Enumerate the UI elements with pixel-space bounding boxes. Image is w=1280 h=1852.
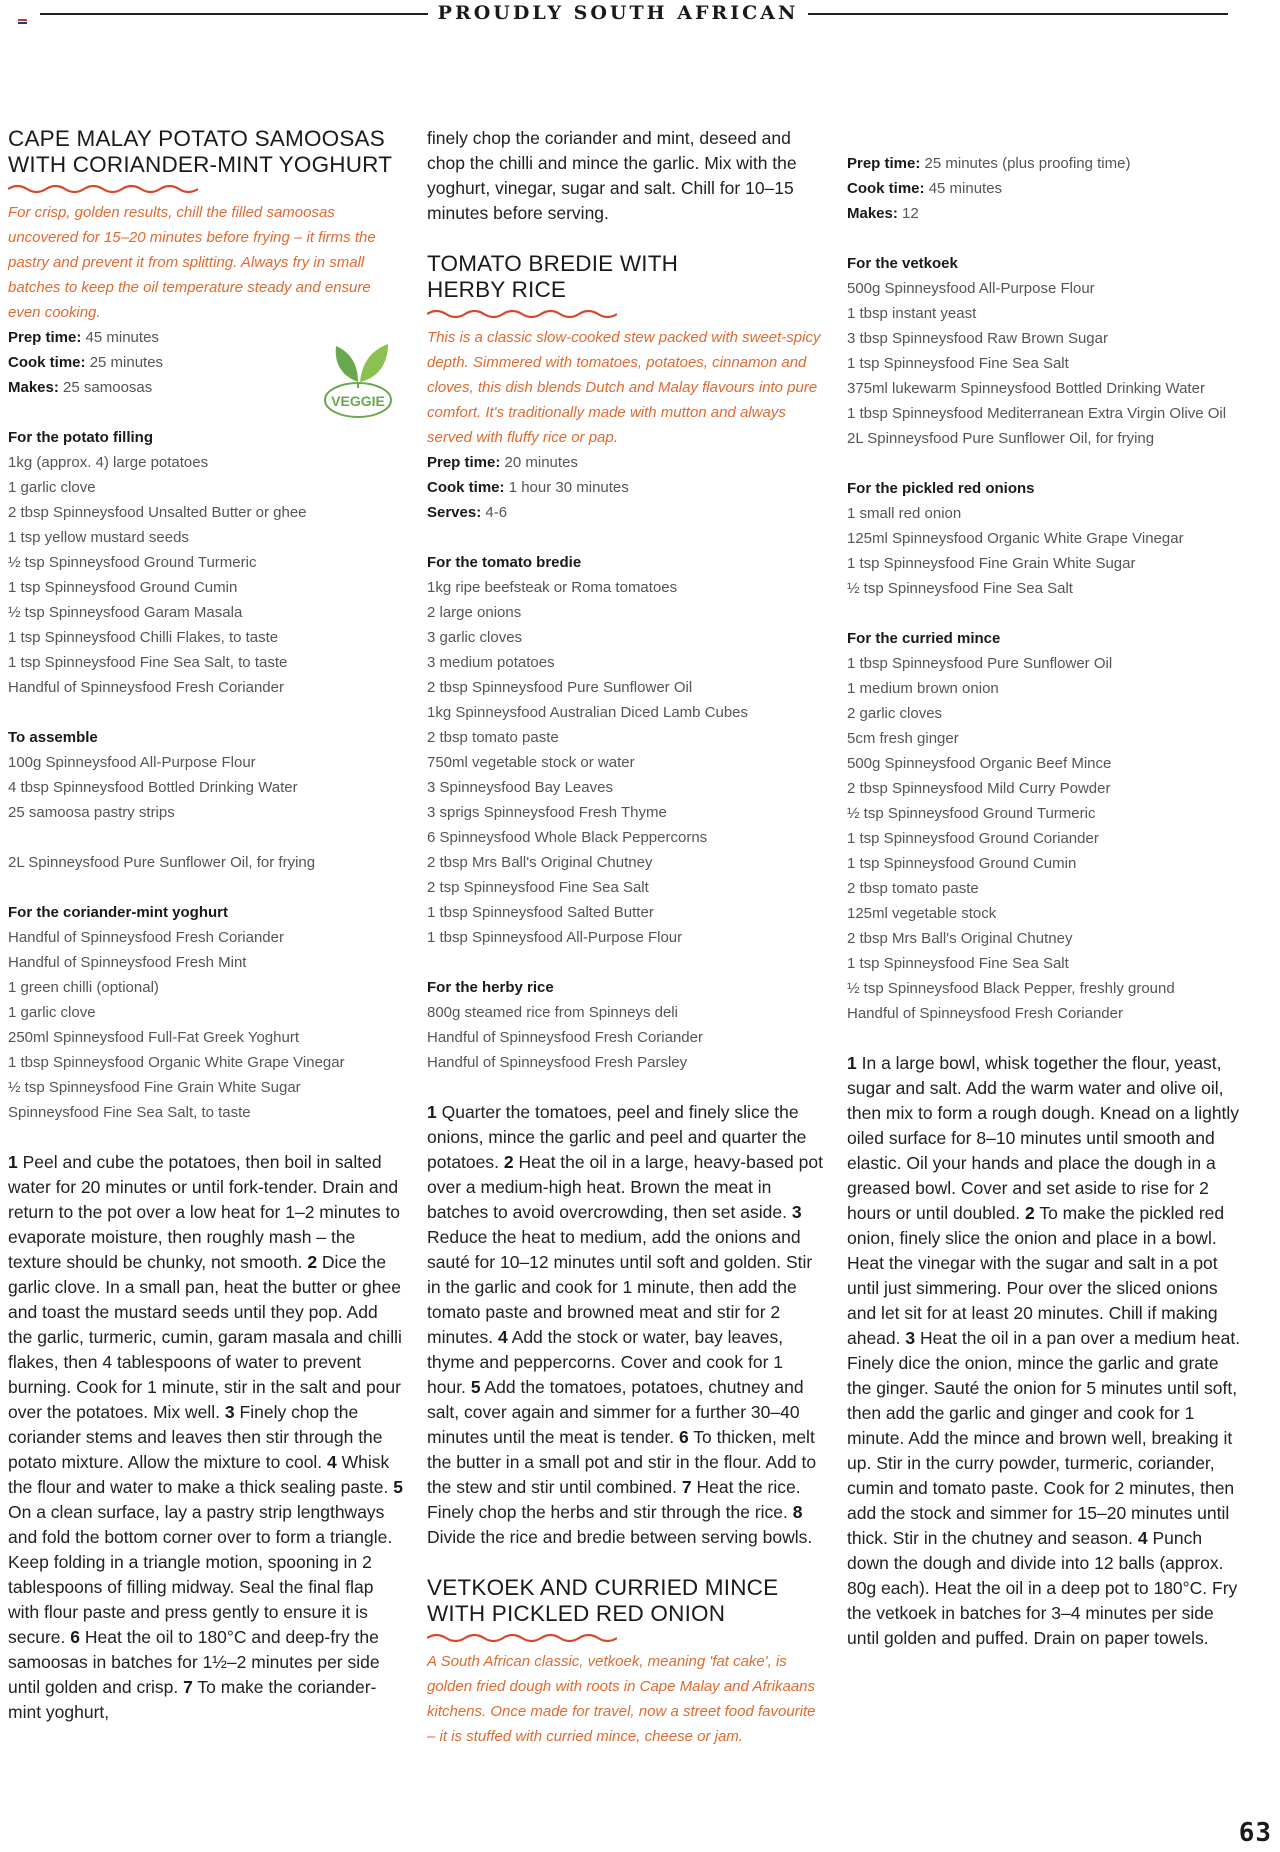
- step-number: 1: [847, 1053, 857, 1073]
- prep-time: [427, 450, 825, 475]
- ingredient-item: 25 samoosa pastry strips: [8, 804, 175, 821]
- recipe-title-vetkoek: [427, 1575, 825, 1627]
- ingredient-item: Handful of Spinneysfood Fresh Coriander: [847, 1005, 1123, 1022]
- ingredient-item: 2 tbsp tomato paste: [427, 729, 559, 746]
- ingredient-item: 500g Spinneysfood All-Purpose Flour: [847, 280, 1095, 297]
- ingredient-item: 2 tbsp tomato paste: [847, 880, 979, 897]
- ingredient-item: 750ml vegetable stock or water: [427, 754, 635, 771]
- step-number: 6: [70, 1627, 80, 1647]
- ingredient-item: 1 tsp Spinneysfood Fine Sea Salt: [847, 955, 1069, 972]
- ingredient-item: 2 garlic cloves: [847, 705, 943, 722]
- section-heading: For the curried mince: [847, 630, 1001, 647]
- cook-time: [847, 176, 1245, 201]
- wave-divider: [8, 183, 198, 195]
- meta-label: Serves:: [427, 504, 482, 521]
- ingredient-item: Handful of Spinneysfood Fresh Coriander: [427, 1029, 703, 1046]
- meta-label: Cook time:: [427, 479, 505, 496]
- recipe-intro: For crisp, golden results, chill the filled samoosas uncovered for 15–20 minutes before frying – it firms the pastry and prevent it from splitting. Always fry in small batches to keep the oil temperature steady and ensure even cooking.: [8, 204, 376, 321]
- ingredient-item: Handful of Spinneysfood Fresh Coriander: [8, 679, 284, 696]
- step-number: 1: [8, 1152, 18, 1172]
- page-number: 63: [1238, 1818, 1272, 1848]
- step-number: 2: [503, 1152, 514, 1172]
- step-text: Add the stock or water, bay leaves, thyme and peppercorns. Cover and cook for 1 hour.: [427, 1327, 784, 1397]
- title-line: WITH CORIANDER-MINT YOGHURT: [8, 152, 393, 177]
- ingredient-list: [847, 501, 1245, 601]
- ingredient-item: 1 tbsp Spinneysfood All-Purpose Flour: [427, 929, 683, 946]
- veggie-badge-icon: [322, 336, 394, 422]
- meta-value: 20 minutes: [504, 454, 578, 471]
- step-number: 7: [681, 1477, 692, 1497]
- recipe-title-samoosas: [8, 126, 406, 178]
- ingredient-list: [8, 925, 406, 1125]
- intro-text: A South African classic, vetkoek, meaning 'fat cake', is golden fried dough with roots in Cape Malay and Afrikaans kitchens. Once made for travel, now a street food favourite – it is stuffed with curried mince, cheese or jam.: [427, 1653, 816, 1745]
- step-number: 2: [307, 1252, 318, 1272]
- meta-value: 25 samoosas: [63, 379, 153, 396]
- meta-value: 12: [902, 205, 919, 222]
- step-number: 4: [498, 1327, 508, 1347]
- ingredient-item: 3 sprigs Spinneysfood Fresh Thyme: [427, 804, 667, 821]
- ingredient-item: 1 garlic clove: [8, 479, 96, 496]
- section-heading: For the pickled red onions: [847, 480, 1035, 497]
- ingredient-item: 2 tbsp Spinneysfood Unsalted Butter or ghee: [8, 504, 307, 521]
- ingredient-item: ½ tsp Spinneysfood Ground Turmeric: [847, 805, 1096, 822]
- meta-label: Makes:: [847, 205, 898, 222]
- ingredient-list: [847, 276, 1245, 451]
- meta-label: Prep time:: [427, 454, 501, 471]
- ingredient-item: 2 tbsp Mrs Ball's Original Chutney: [427, 854, 653, 871]
- cook-time: [427, 475, 825, 500]
- step-text: Dice the garlic clove. In a small pan, heat the butter or ghee and toast the mustard seeds until they pop. Add the garlic, turmeric, cumin, garam masala and chilli flakes, then 4 tablespoons of water to prevent burning. Cook for 1 minute, stir in the salt and pour over the potatoes. Mix well.: [8, 1252, 402, 1422]
- meta-label: Cook time:: [847, 180, 925, 197]
- title-line: CAPE MALAY POTATO SAMOOSAS: [8, 126, 385, 151]
- wave-divider: [427, 1632, 617, 1644]
- ingredient-item: 1 tbsp Spinneysfood Salted Butter: [427, 904, 654, 921]
- step-number: 7: [183, 1677, 193, 1697]
- meta-value: 45 minutes: [85, 329, 159, 346]
- ingredient-item: Handful of Spinneysfood Fresh Coriander: [8, 929, 284, 946]
- step-text: Punch down the dough and divide into 12 balls (approx. 80g each). Heat the oil in a deep pot to 180°C. Fry the vetkoek in batches for 3–4 minutes per side until golden and puffed. Drain on paper towels.: [847, 1528, 1238, 1648]
- ingredient-item: 2 tbsp Mrs Ball's Original Chutney: [847, 930, 1073, 947]
- ingredient-item: 3 tbsp Spinneysfood Raw Brown Sugar: [847, 330, 1108, 347]
- ingredient-item: 3 garlic cloves: [427, 629, 523, 646]
- ingredient-item: 375ml lukewarm Spinneysfood Bottled Drinking Water: [847, 380, 1205, 397]
- section-heading: For the herby rice: [427, 979, 554, 996]
- step-text: Heat the rice. Finely chop the herbs and stir through the rice.: [427, 1477, 801, 1522]
- meta-value: 45 minutes: [928, 180, 1003, 197]
- ingredient-item: 1 medium brown onion: [847, 680, 999, 697]
- step-number: 4: [327, 1452, 337, 1472]
- method-text: [847, 1051, 1245, 1651]
- ingredient-item: 1 garlic clove: [8, 1004, 96, 1021]
- step-number: 3: [224, 1402, 235, 1422]
- ingredient-item: 1 small red onion: [847, 505, 962, 522]
- column-3: [847, 126, 1245, 1651]
- step-text: Quarter the tomatoes, peel and finely slice the onions, mince the garlic and peel and quarter the potatoes.: [427, 1102, 807, 1172]
- ingredient-item: 1 tsp Spinneysfood Chilli Flakes, to taste: [8, 629, 279, 646]
- ingredient-item: 4 tbsp Spinneysfood Bottled Drinking Water: [8, 779, 298, 796]
- step-number: 5: [470, 1377, 481, 1397]
- ingredient-list: [8, 450, 406, 700]
- ingredient-item: 3 Spinneysfood Bay Leaves: [427, 779, 613, 796]
- step-text: To make the pickled red onion, finely slice the onion and place in a bowl. Heat the vinegar with the sugar and salt in a pot until just simmering. Pour over the sliced onions and let sit for at least 20 minutes. Chill if making ahead.: [847, 1203, 1225, 1348]
- ingredient-item: ½ tsp Spinneysfood Black Pepper, freshly ground: [847, 980, 1175, 997]
- serves: [427, 500, 825, 525]
- step-text: Whisk the flour and water to make a thick sealing paste.: [8, 1452, 390, 1497]
- ingredient-item: 1 tbsp Spinneysfood Organic White Grape Vinegar: [8, 1054, 345, 1071]
- section-heading: To assemble: [8, 729, 98, 746]
- step-text: On a clean surface, lay a pastry strip lengthways and fold the bottom corner over to form a triangle. Keep folding in a triangle motion, spooning in 2 tablespoons of filling midway. Seal the final flap with flour paste and press gently to ensure it is secure.: [8, 1502, 393, 1647]
- step-text: Divide the rice and bredie between serving bowls.: [427, 1527, 813, 1547]
- title-line: TOMATO BREDIE WITH: [427, 251, 679, 276]
- ingredient-item: 1 tbsp Spinneysfood Pure Sunflower Oil: [847, 655, 1113, 672]
- ingredient-item: 250ml Spinneysfood Full-Fat Greek Yoghurt: [8, 1029, 299, 1046]
- step-number: 6: [678, 1427, 689, 1447]
- ingredient-item: 1 tsp Spinneysfood Ground Coriander: [847, 830, 1099, 847]
- wave-divider: [427, 308, 617, 320]
- ingredient-item: 1 tsp yellow mustard seeds: [8, 529, 189, 546]
- ingredient-item: Handful of Spinneysfood Fresh Mint: [8, 954, 247, 971]
- ingredient-item: 2 tsp Spinneysfood Fine Sea Salt: [427, 879, 649, 896]
- recipe-title-bredie: [427, 251, 825, 303]
- meta-label: Prep time:: [847, 155, 921, 172]
- ingredient-item: 5cm fresh ginger: [847, 730, 959, 747]
- ingredient-list: [847, 651, 1245, 1026]
- ingredient-list: [8, 750, 406, 875]
- ingredient-item: 1 tsp Spinneysfood Fine Sea Salt: [847, 355, 1069, 372]
- meta-label: Prep time:: [8, 329, 82, 346]
- ingredient-item: 2L Spinneysfood Pure Sunflower Oil, for frying: [8, 854, 316, 871]
- step-text: Heat the oil to 180°C and deep-fry the samoosas in batches for 1½–2 minutes per side until golden and crisp.: [8, 1627, 380, 1697]
- section-heading: For the tomato bredie: [427, 554, 582, 571]
- step-text: Reduce the heat to medium, add the onions and sauté for 10–12 minutes until soft and golden. Stir in the garlic and cook for 1 minute, then add the tomato paste and browned meat and stir for 2 minutes.: [427, 1227, 813, 1347]
- ingredient-item: 1kg (approx. 4) large potatoes: [8, 454, 209, 471]
- step-number: 1: [427, 1102, 437, 1122]
- ingredient-item: 2 tbsp Spinneysfood Mild Curry Powder: [847, 780, 1111, 797]
- ingredient-item: 1 tsp Spinneysfood Fine Grain White Sugar: [847, 555, 1136, 572]
- ingredient-item: ½ tsp Spinneysfood Fine Grain White Sugar: [8, 1079, 301, 1096]
- ingredient-list: [427, 575, 825, 950]
- recipe-intro: This is a classic slow-cooked stew packed with sweet-spicy depth. Simmered with tomatoes, potatoes, cinnamon and cloves, this dish blends Dutch and Malay flavours into pure comfort. It's traditionally made with mutton and always served with fluffy rice or pap.: [427, 329, 821, 446]
- meta-value: 25 minutes: [89, 354, 164, 371]
- step-number: 3: [791, 1202, 802, 1222]
- ingredient-item: 2 tbsp Spinneysfood Pure Sunflower Oil: [427, 679, 693, 696]
- ingredient-item: 1kg ripe beefsteak or Roma tomatoes: [427, 579, 678, 596]
- ingredient-item: 2L Spinneysfood Pure Sunflower Oil, for frying: [847, 430, 1155, 447]
- step-number: 4: [1137, 1528, 1148, 1548]
- header-rule-left: [40, 13, 428, 15]
- meta-label: Makes:: [8, 379, 59, 396]
- header-rule-right: [808, 13, 1228, 15]
- ingredient-list: [427, 1000, 825, 1075]
- step-text: Heat the oil in a pan over a medium heat. Finely dice the onion, mince the garlic and grate the ginger. Sauté the onion for 5 minutes until soft, then add the garlic and ginger and cook for 1 minute. Add the mince and brown well, breaking it up. Stir in the curry powder, turmeric, coriander, cumin and tomato paste. Cook for 2 minutes, then add the stock and simmer for 15–20 minutes until thick. Stir in the chutney and season.: [847, 1328, 1241, 1548]
- meta-value: 25 minutes (plus proofing time): [924, 155, 1131, 172]
- ingredient-item: ½ tsp Spinneysfood Garam Masala: [8, 604, 243, 621]
- makes: [847, 201, 1245, 226]
- step-text: Peel and cube the potatoes, then boil in salted water for 20 minutes or until fork-tender. Drain and return to the pot over a low heat for 1–2 minutes to evaporate moisture, then roughly mash – the texture should be chunky, not smooth.: [8, 1152, 401, 1272]
- step-text: Heat the oil in a large, heavy-based pot over a medium-high heat. Brown the meat in batches to avoid overcrowding, then set aside.: [427, 1152, 823, 1222]
- ingredient-item: 1kg Spinneysfood Australian Diced Lamb Cubes: [427, 704, 749, 721]
- column-2: [427, 126, 825, 1749]
- section-heading: For the potato filling: [8, 429, 153, 446]
- recipe-intro: [427, 1649, 825, 1749]
- ingredient-item: 1 tsp Spinneysfood Ground Cumin: [847, 855, 1077, 872]
- ingredient-item: 1 tsp Spinneysfood Ground Cumin: [8, 579, 238, 596]
- ingredient-item: 1 tsp Spinneysfood Fine Sea Salt, to taste: [8, 654, 288, 671]
- ingredient-item: 6 Spinneysfood Whole Black Peppercorns: [427, 829, 708, 846]
- meta-value: 4-6: [485, 504, 508, 521]
- ingredient-item: 1 green chilli (optional): [8, 979, 159, 996]
- ingredient-item: 3 medium potatoes: [427, 654, 555, 671]
- ingredient-item: Handful of Spinneysfood Fresh Parsley: [427, 1054, 688, 1071]
- ingredient-item: 800g steamed rice from Spinneys deli: [427, 1004, 678, 1021]
- ingredient-item: 125ml Spinneysfood Organic White Grape Vinegar: [847, 530, 1184, 547]
- title-line: VETKOEK AND CURRIED MINCE: [427, 1575, 779, 1600]
- step-number: 8: [792, 1502, 803, 1522]
- ingredient-item: 125ml vegetable stock: [847, 905, 997, 922]
- section-heading: For the vetkoek: [847, 255, 958, 272]
- meta-label: Cook time:: [8, 354, 86, 371]
- step-text: To make the coriander-mint yoghurt,: [8, 1677, 377, 1722]
- meta-value: 1 hour 30 minutes: [508, 479, 629, 496]
- ingredient-item: ½ tsp Spinneysfood Fine Sea Salt: [847, 580, 1073, 597]
- title-line: HERBY RICE: [427, 277, 567, 302]
- method-text: [427, 1100, 825, 1550]
- ingredient-item: 1 tbsp Spinneysfood Mediterranean Extra Virgin Olive Oil: [847, 405, 1227, 422]
- method-text: [8, 1150, 406, 1725]
- step-text: In a large bowl, whisk together the flour, yeast, sugar and salt. Add the warm water and olive oil, then mix to form a rough dough. Knead on a lightly oiled surface for 8–10 minutes until smooth and elastic. Oil your hands and place the dough in a greased bowl. Cover and set aside to rise for 2 hours or until doubled.: [847, 1053, 1240, 1223]
- ingredient-item: Spinneysfood Fine Sea Salt, to taste: [8, 1104, 251, 1121]
- ingredient-item: 100g Spinneysfood All-Purpose Flour: [8, 754, 256, 771]
- ingredient-item: 2 large onions: [427, 604, 522, 621]
- step-text: Finely chop the coriander stems and leaves then stir through the potato mixture. Allow the mixture to cool.: [8, 1402, 383, 1472]
- ingredient-item: 1 tbsp instant yeast: [847, 305, 977, 322]
- method-text-continued: finely chop the coriander and mint, deseed and chop the chilli and mince the garlic. Mix with the yoghurt, vinegar, sugar and salt. Chill for 10–15 minutes before serving.: [427, 128, 797, 223]
- section-heading: For the coriander-mint yoghurt: [8, 904, 229, 921]
- prep-time: [847, 151, 1245, 176]
- step-number: 5: [393, 1477, 403, 1497]
- step-text: Add the tomatoes, potatoes, chutney and salt, cover again and simmer for a further 30–40 minutes until the meat is tender.: [427, 1377, 804, 1447]
- ingredient-item: 500g Spinneysfood Organic Beef Mince: [847, 755, 1112, 772]
- title-line: WITH PICKLED RED ONION: [427, 1601, 726, 1626]
- section-header: PROUDLY SOUTH AFRICAN: [437, 2, 799, 24]
- veggie-label: VEGGIE: [331, 393, 385, 409]
- ingredient-item: ½ tsp Spinneysfood Ground Turmeric: [8, 554, 257, 571]
- step-number: 2: [1025, 1203, 1035, 1223]
- step-number: 3: [905, 1328, 916, 1348]
- step-text: To thicken, melt the butter in a small pot and stir in the flour. Add to the stew and stir until combined.: [427, 1427, 817, 1497]
- brand-logo-icon: [18, 19, 27, 27]
